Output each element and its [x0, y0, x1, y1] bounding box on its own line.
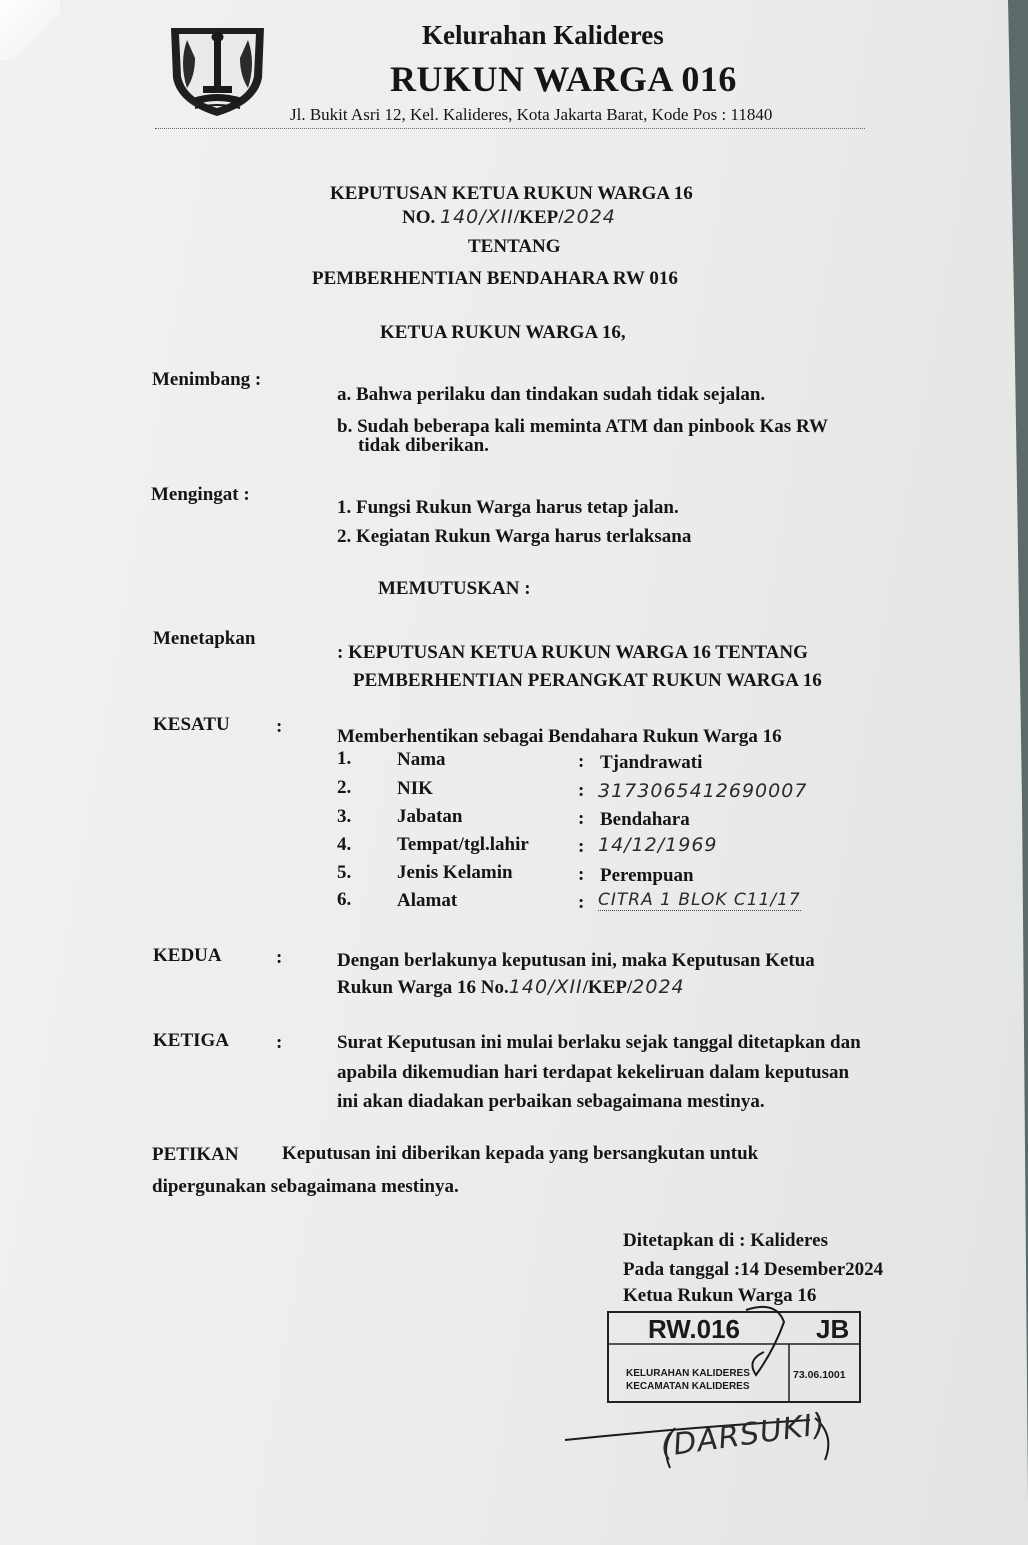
ketiga-line-3: ini akan diadakan perbaikan sebagaimana mestinya. — [337, 1091, 765, 1112]
menetapkan-line-2: PEMBERHENTIAN PERANGKAT RUKUN WARGA 16 — [353, 670, 822, 691]
menimbang-item-b: b. Sudah beberapa kali meminta ATM dan pinbook Kas RW — [337, 416, 828, 437]
stamp-kelurahan-text: KELURAHAN KALIDERES — [626, 1368, 750, 1379]
kedua-colon: : — [276, 947, 283, 968]
kesatu-label: KESATU — [153, 714, 230, 735]
kelurahan-name: Kelurahan Kalideres — [422, 20, 664, 50]
decree-number-handwritten: 140/XII — [440, 206, 514, 228]
kedua-number-handwritten: 140/XII — [508, 976, 583, 998]
row-value: Tjandrawati — [600, 752, 703, 773]
decree-number-year: 2024 — [563, 206, 616, 228]
row-value-handwritten: 3173065412690007 — [598, 780, 808, 802]
decree-number-mid: /KEP/ — [513, 207, 564, 228]
mengingat-item-1: 1. Fungsi Rukun Warga harus tetap jalan. — [337, 497, 679, 518]
row-number: 6. — [337, 889, 352, 910]
menimbang-item-a: a. Bahwa perilaku dan tindakan sudah tidak sejalan. — [337, 384, 766, 405]
menimbang-label: Menimbang : — [152, 369, 262, 390]
closing-role: Ketua Rukun Warga 16 — [623, 1285, 817, 1306]
ketiga-label: KETIGA — [153, 1030, 230, 1051]
organisation-name: RUKUN WARGA 016 — [390, 59, 737, 99]
row-colon: : — [578, 836, 585, 857]
tentang-heading: TENTANG — [468, 236, 561, 257]
closing-date: Pada tanggal :14 Desember2024 — [623, 1259, 884, 1280]
menetapkan-label: Menetapkan — [153, 628, 256, 649]
petikan-line-2: dipergunakan sebagaimana mestinya. — [152, 1176, 459, 1197]
decree-title: KEPUTUSAN KETUA RUKUN WARGA 16 — [330, 183, 693, 204]
kesatu-colon: : — [276, 716, 283, 737]
row-value-handwritten: CITRA 1 BLOK C11/17 — [598, 890, 801, 910]
kedua-label: KEDUA — [153, 945, 222, 966]
mengingat-item-2: 2. Kegiatan Rukun Warga harus terlaksana — [337, 526, 692, 547]
letterhead-address: Jl. Bukit Asri 12, Kel. Kalideres, Kota Jakarta Barat, Kode Pos : 11840 — [290, 105, 773, 124]
mengingat-label: Mengingat : — [151, 484, 250, 505]
row-number: 2. — [337, 777, 352, 798]
row-label: Jenis Kelamin — [397, 862, 513, 883]
row-colon: : — [578, 780, 585, 801]
kedua-number-prefix: Rukun Warga 16 No. — [337, 977, 509, 998]
stamp-rw-text: RW.016 — [648, 1314, 741, 1344]
kesatu-intro: Memberhentikan sebagai Bendahara Rukun Warga 16 — [337, 726, 782, 747]
row-number: 4. — [337, 834, 352, 855]
ketiga-line-1: Surat Keputusan ini mulai berlaku sejak tanggal ditetapkan dan — [337, 1032, 861, 1053]
decree-subject: PEMBERHENTIAN BENDAHARA RW 016 — [312, 268, 678, 289]
signatory-name: (DARSUKI) — [658, 1406, 829, 1465]
kedua-line-2 — [337, 976, 685, 999]
issuer-line: KETUA RUKUN WARGA 16, — [380, 322, 626, 343]
row-colon: : — [578, 751, 585, 772]
row-number: 1. — [337, 748, 352, 769]
menetapkan-line-1: : KEPUTUSAN KETUA RUKUN WARGA 16 TENTANG — [337, 642, 808, 663]
menimbang-item-b-cont: tidak diberikan. — [358, 435, 489, 456]
row-value: Bendahara — [600, 809, 690, 830]
row-label: Tempat/tgl.lahir — [397, 834, 529, 855]
row-value-handwritten: 14/12/1969 — [598, 834, 718, 856]
ketiga-line-2: apabila dikemudian hari terdapat kekeliruan dalam keputusan — [337, 1062, 850, 1083]
stamp-kecamatan-text: KECAMATAN KALIDERES — [626, 1381, 750, 1392]
petikan-label: PETIKAN — [152, 1144, 239, 1165]
kedua-line-1: Dengan berlakunya keputusan ini, maka Keputusan Ketua — [337, 950, 815, 971]
row-label: Alamat — [397, 890, 458, 911]
kedua-number-mid: /KEP/ — [582, 977, 633, 998]
stamp-jb-text: JB — [816, 1314, 850, 1344]
ketiga-colon: : — [276, 1032, 283, 1053]
row-number: 3. — [337, 806, 352, 827]
kedua-number-year: 2024 — [632, 976, 685, 998]
row-value: Perempuan — [600, 865, 694, 886]
row-number: 5. — [337, 862, 352, 883]
closing-place: Ditetapkan di : Kalideres — [623, 1230, 828, 1251]
folded-corner — [0, 0, 60, 60]
row-label: Nama — [397, 749, 446, 770]
row-colon: : — [578, 808, 585, 829]
stamp-code-text: 73.06.1001 — [793, 1369, 846, 1381]
decree-number — [402, 206, 616, 229]
row-colon: : — [578, 892, 585, 913]
decree-number-prefix: NO. — [402, 207, 440, 228]
row-colon: : — [578, 864, 585, 885]
petikan-line-1: Keputusan ini diberikan kepada yang bersangkutan untuk — [282, 1143, 759, 1164]
jakarta-monas-emblem-icon — [165, 18, 270, 118]
letterhead-divider — [155, 128, 865, 129]
row-label: NIK — [397, 778, 433, 799]
row-label: Jabatan — [397, 806, 463, 827]
memutuskan-heading: MEMUTUSKAN : — [378, 578, 531, 599]
